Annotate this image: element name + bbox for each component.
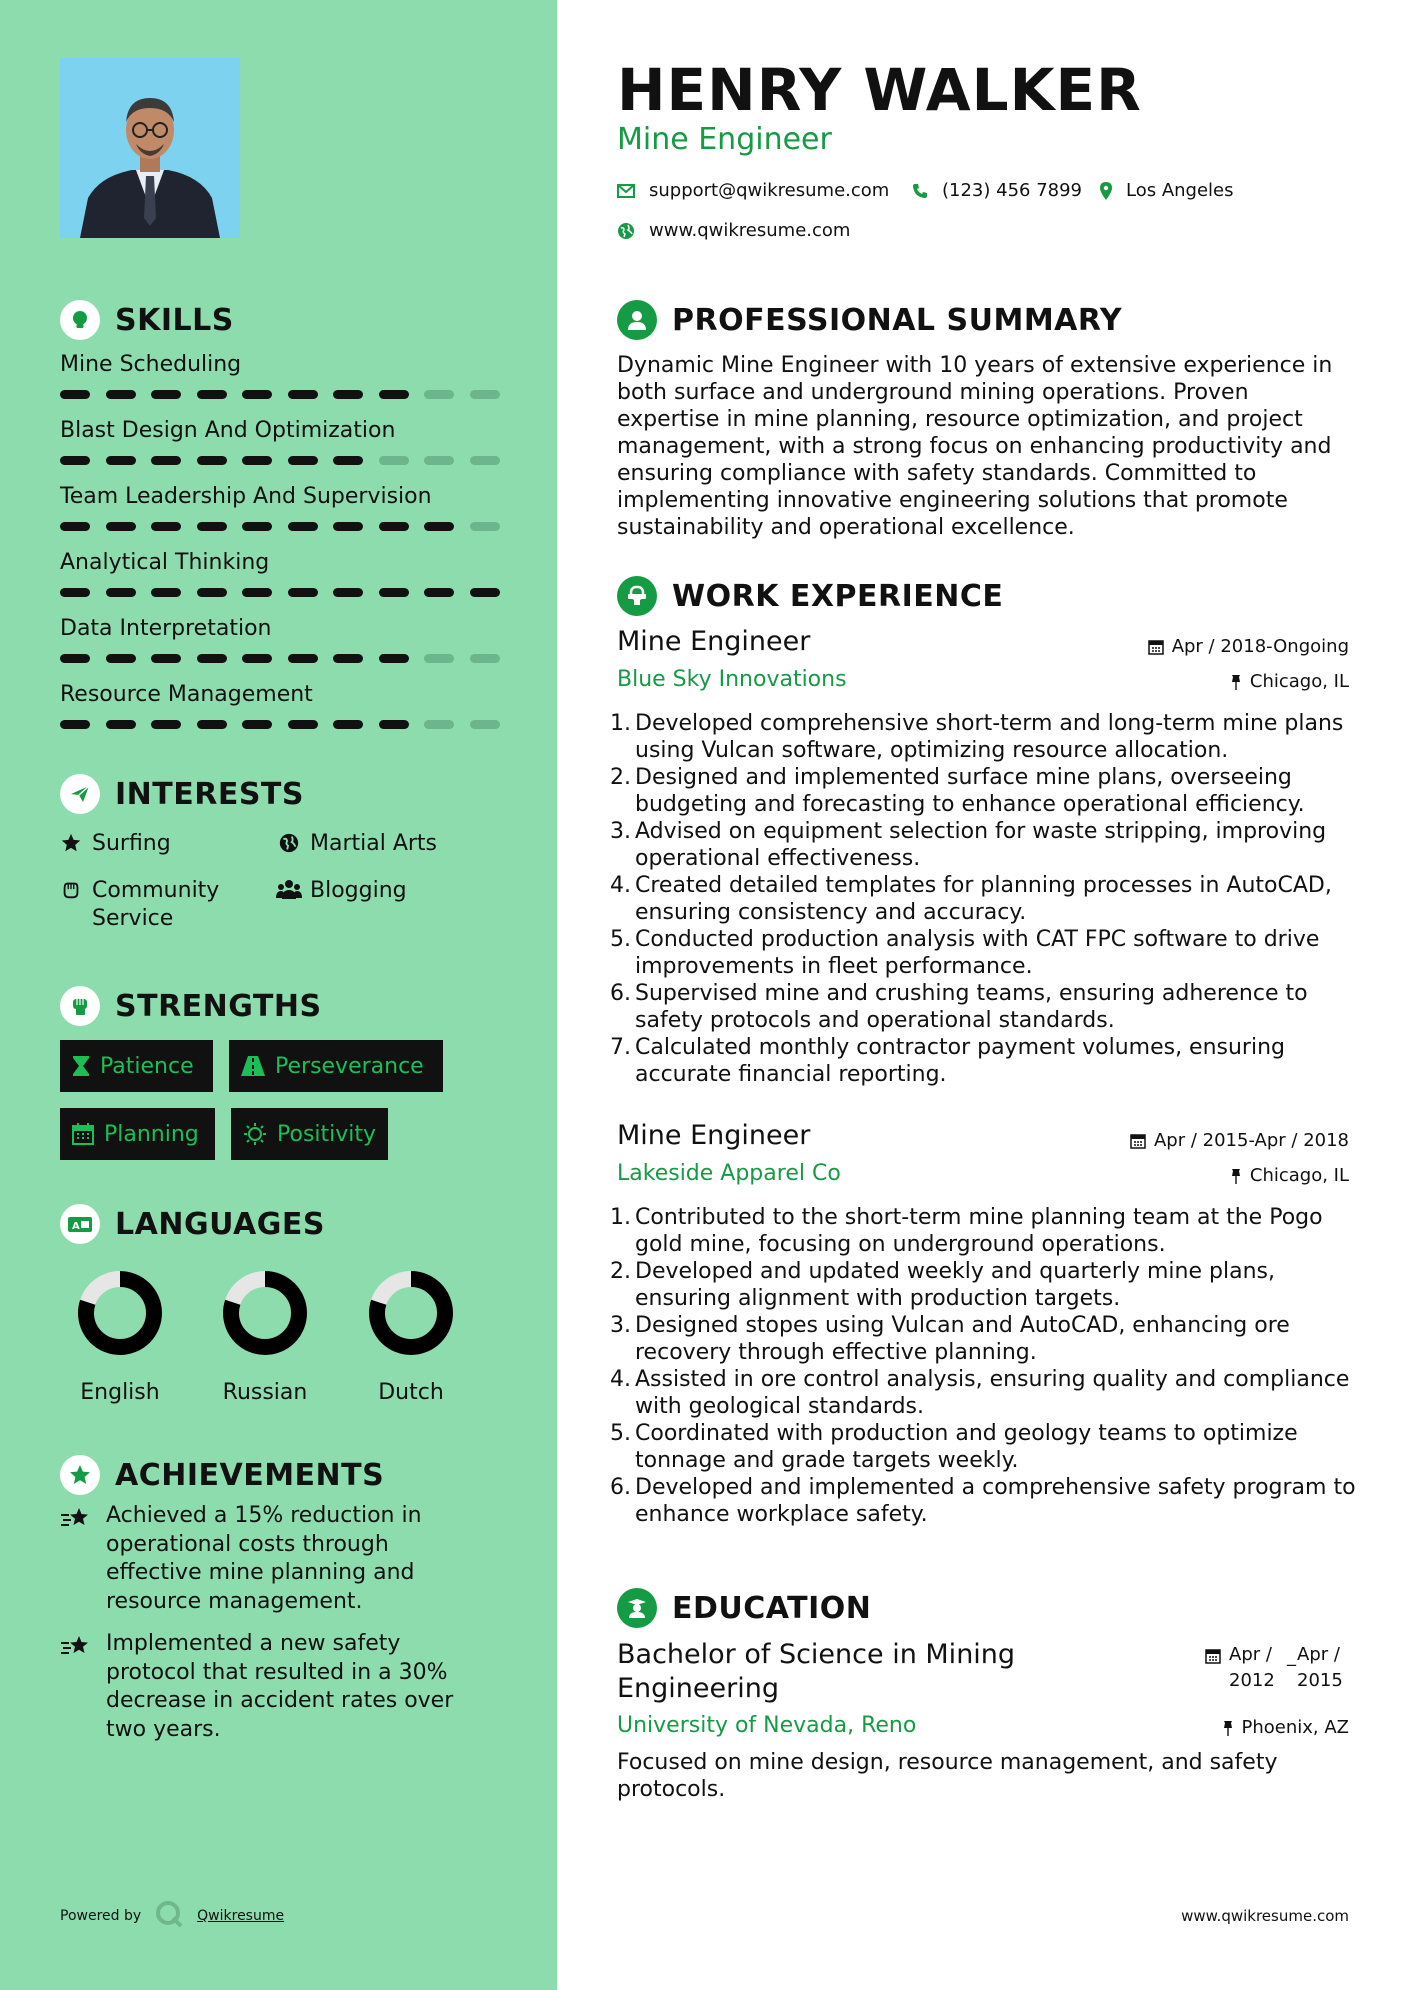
responsibility-text: Designed and implemented surface mine plans, overseeing budgeting and forecasting to enhance operational efficiency. xyxy=(635,765,1305,817)
responsibility-text: Assisted in ore control analysis, ensuring quality and compliance with geological standards. xyxy=(635,1367,1350,1419)
paper-plane-icon xyxy=(60,774,100,814)
candidate-role: Mine Engineer xyxy=(617,122,832,157)
envelope-icon xyxy=(617,184,635,198)
responsibility-item xyxy=(607,1420,1357,1474)
languages-heading xyxy=(60,1204,325,1244)
responsibility-item xyxy=(607,926,1357,980)
contact-website xyxy=(617,220,850,241)
skill-segment-filled xyxy=(60,456,90,465)
language-level-ring xyxy=(75,1268,165,1358)
location-text: Los Angeles xyxy=(1126,180,1234,201)
calendar-icon xyxy=(1130,1133,1146,1149)
globe-icon xyxy=(276,830,302,854)
skill-segment-filled xyxy=(288,522,318,531)
job-dates xyxy=(1130,1130,1349,1151)
skill-segment-filled xyxy=(60,522,90,531)
responsibility-item xyxy=(607,1034,1357,1088)
svg-text:A: A xyxy=(72,1221,80,1232)
responsibility-text: Advised on equipment selection for waste stripping, improving operational effectiveness. xyxy=(635,819,1327,871)
qwikresume-link[interactable]: Qwikresume xyxy=(197,1908,285,1924)
skill-segment-filled xyxy=(106,456,136,465)
responsibility-text: Developed and updated weekly and quarterly mine plans, ensuring alignment with production targets. xyxy=(635,1259,1275,1311)
skills-heading xyxy=(60,300,234,340)
strengths-title: STRENGTHS xyxy=(115,988,322,1024)
job-location xyxy=(1230,1165,1349,1186)
skill-segment-filled xyxy=(151,390,181,399)
job-dates xyxy=(1148,636,1349,657)
footer-url[interactable]: www.qwikresume.com xyxy=(1181,1907,1349,1925)
strengths-heading xyxy=(60,986,322,1026)
website-text[interactable]: www.qwikresume.com xyxy=(649,220,851,241)
skill-segment-filled xyxy=(242,654,272,663)
skill-segment-filled xyxy=(106,720,136,729)
responsibility-text: Coordinated with production and geology teams to optimize tonnage and grade targets weekly. xyxy=(635,1421,1298,1473)
language-item xyxy=(351,1268,471,1405)
responsibility-text: Calculated monthly contractor payment volumes, ensuring accurate financial reporting. xyxy=(635,1035,1285,1087)
responsibility-item xyxy=(607,1474,1357,1528)
road-icon xyxy=(241,1056,265,1076)
interest-label: Blogging xyxy=(310,878,407,903)
skill-segment-filled xyxy=(106,588,136,597)
skill-segment-filled xyxy=(197,588,227,597)
job-title: Mine Engineer xyxy=(617,1120,811,1151)
skill-segment-filled xyxy=(333,522,363,531)
skill-segment-filled xyxy=(288,654,318,663)
interest-item xyxy=(58,877,258,933)
strength-tag xyxy=(229,1040,443,1092)
pushpin-icon xyxy=(1230,1168,1242,1184)
skill-segment-filled xyxy=(424,588,454,597)
skill-name: Blast Design And Optimization xyxy=(60,418,396,443)
interest-label: Surfing xyxy=(92,831,171,856)
skill-segment-filled xyxy=(60,588,90,597)
list-number: 5. xyxy=(610,927,631,952)
list-number: 3. xyxy=(610,819,631,844)
list-number: 4. xyxy=(610,873,631,898)
profile-photo-image xyxy=(60,58,240,238)
skill-segment-filled xyxy=(151,654,181,663)
skill-segment-empty xyxy=(470,654,500,663)
skill-segment-empty xyxy=(424,390,454,399)
language-item xyxy=(60,1268,180,1405)
skill-segment-filled xyxy=(288,720,318,729)
lightbulb-icon xyxy=(60,300,100,340)
education-dates xyxy=(1205,1642,1349,1694)
responsibility-item xyxy=(607,764,1357,818)
strength-label: Perseverance xyxy=(275,1053,424,1079)
achievements-heading xyxy=(60,1455,384,1495)
skill-segment-filled xyxy=(379,720,409,729)
responsibility-text: Developed and implemented a comprehensive safety program to enhance workplace safety. xyxy=(635,1475,1356,1527)
skill-segment-filled xyxy=(151,720,181,729)
skill-segment-filled xyxy=(424,522,454,531)
skill-segment-filled xyxy=(197,390,227,399)
skill-segment-filled xyxy=(288,390,318,399)
interest-label: Martial Arts xyxy=(310,831,438,856)
hourglass-icon xyxy=(72,1055,90,1077)
responsibility-item xyxy=(607,1204,1357,1258)
strength-tag xyxy=(231,1108,388,1160)
interest-item xyxy=(276,830,437,858)
skill-name: Resource Management xyxy=(60,682,313,707)
language-name: English xyxy=(80,1380,160,1405)
interests-heading xyxy=(60,774,304,814)
strength-label: Positivity xyxy=(277,1121,377,1147)
achievement-item xyxy=(60,1630,480,1744)
interest-label: Community Service xyxy=(92,878,220,931)
skill-segment-filled xyxy=(197,522,227,531)
job-dates-text: Apr / 2018-Ongoing xyxy=(1171,636,1349,657)
skill-segment-filled xyxy=(242,390,272,399)
education-location xyxy=(1222,1717,1350,1738)
award-star-icon xyxy=(60,1455,100,1495)
skill-segment-filled xyxy=(151,456,181,465)
language-level-ring xyxy=(366,1268,456,1358)
list-number: 6. xyxy=(610,981,631,1006)
globe-icon xyxy=(617,222,635,240)
education-title: EDUCATION xyxy=(672,1590,872,1626)
achievement-text: Achieved a 15% reduction in operational costs through effective mine planning and resource management. xyxy=(106,1503,422,1614)
skill-segment-filled xyxy=(106,390,136,399)
education-end-date: Apr / 2015 xyxy=(1297,1644,1343,1691)
skill-segment-filled xyxy=(470,588,500,597)
skill-segment-filled xyxy=(197,720,227,729)
job-location-text: Chicago, IL xyxy=(1249,671,1349,692)
hand-icon xyxy=(58,877,84,901)
skill-segment-filled xyxy=(106,522,136,531)
job-location xyxy=(1230,671,1349,692)
education-location-text: Phoenix, AZ xyxy=(1241,1717,1349,1738)
job-responsibilities xyxy=(607,710,1357,1088)
skill-segment-filled xyxy=(333,720,363,729)
responsibility-item xyxy=(607,1366,1357,1420)
skill-segment-empty xyxy=(424,456,454,465)
language-name: Russian xyxy=(222,1380,308,1405)
skill-segment-empty xyxy=(470,390,500,399)
skills-title: SKILLS xyxy=(115,302,234,338)
skill-name: Data Interpretation xyxy=(60,616,272,641)
skill-name: Analytical Thinking xyxy=(60,550,270,575)
skill-segment-filled xyxy=(333,390,363,399)
powered-by xyxy=(60,1900,284,1932)
phone-icon xyxy=(912,183,928,199)
phone-text: (123) 456 7899 xyxy=(942,180,1083,201)
language-icon xyxy=(60,1204,100,1244)
experience-heading xyxy=(617,576,1003,616)
summary-title: PROFESSIONAL SUMMARY xyxy=(672,302,1123,338)
responsibility-text: Created detailed templates for planning processes in AutoCAD, ensuring consistency and accuracy. xyxy=(635,873,1332,925)
calendar-icon xyxy=(1148,639,1164,655)
pushpin-icon xyxy=(1222,1720,1234,1736)
map-pin-icon xyxy=(1100,182,1112,200)
candidate-name: HENRY WALKER xyxy=(617,56,1142,124)
calendar-icon xyxy=(1205,1642,1221,1664)
job-title: Mine Engineer xyxy=(617,626,811,657)
responsibility-item xyxy=(607,710,1357,764)
briefcase-icon xyxy=(617,576,657,616)
responsibility-item xyxy=(607,1258,1357,1312)
responsibility-item xyxy=(607,818,1357,872)
skill-segment-filled xyxy=(333,588,363,597)
strength-label: Planning xyxy=(104,1121,199,1147)
users-icon xyxy=(276,877,302,901)
calendar-icon xyxy=(72,1123,94,1145)
degree-title: Bachelor of Science in Mining Engineering xyxy=(617,1639,1016,1704)
responsibility-text: Developed comprehensive short-term and long-term mine plans using Vulcan software, optimizing resource allocation. xyxy=(635,711,1344,763)
strength-label: Patience xyxy=(100,1053,194,1079)
skill-segment-filled xyxy=(242,522,272,531)
skill-segment-filled xyxy=(151,522,181,531)
list-number: 6. xyxy=(610,1475,631,1500)
summary-heading xyxy=(617,300,1122,340)
skill-segment-filled xyxy=(151,588,181,597)
graduate-icon xyxy=(617,1588,657,1628)
skill-segment-filled xyxy=(288,456,318,465)
job-responsibilities xyxy=(607,1204,1357,1528)
strength-tag xyxy=(60,1108,215,1160)
skill-segment-filled xyxy=(242,720,272,729)
skill-segment-filled xyxy=(333,456,363,465)
email-text[interactable]: support@qwikresume.com xyxy=(649,180,890,201)
skill-segment-filled xyxy=(242,456,272,465)
skill-segment-filled xyxy=(288,588,318,597)
achievement-text: Implemented a new safety protocol that resulted in a 30% decrease in accident rates over two years. xyxy=(106,1631,454,1742)
contact-email xyxy=(617,180,889,201)
sidebar xyxy=(0,0,557,1990)
skill-segment-empty xyxy=(424,654,454,663)
skill-segment-filled xyxy=(379,654,409,663)
qwikresume-logo-icon xyxy=(155,1900,183,1932)
interests-title: INTERESTS xyxy=(115,776,304,812)
list-number: 4. xyxy=(610,1367,631,1392)
skill-segment-empty xyxy=(424,720,454,729)
sun-icon xyxy=(243,1122,267,1146)
contact-location xyxy=(1100,180,1234,201)
job-location-text: Chicago, IL xyxy=(1249,1165,1349,1186)
contact-phone xyxy=(912,180,1082,201)
skill-segment-empty xyxy=(470,522,500,531)
language-level-ring xyxy=(220,1268,310,1358)
job-dates-text: Apr / 2015-Apr / 2018 xyxy=(1153,1130,1349,1151)
skill-segment-filled xyxy=(333,654,363,663)
school-name: University of Nevada, Reno xyxy=(617,1713,917,1738)
list-number: 2. xyxy=(610,765,631,790)
languages-title: LANGUAGES xyxy=(115,1206,325,1242)
education-date-separator: _ xyxy=(1287,1646,1296,1667)
responsibility-item xyxy=(607,980,1357,1034)
education-heading xyxy=(617,1588,871,1628)
profile-photo xyxy=(60,58,240,238)
responsibility-text: Conducted production analysis with CAT FPC software to drive improvements in fleet performance. xyxy=(635,927,1320,979)
responsibility-item xyxy=(607,872,1357,926)
pushpin-icon xyxy=(1230,674,1242,690)
skill-segment-filled xyxy=(60,720,90,729)
powered-by-label: Powered by xyxy=(60,1908,142,1924)
interest-item xyxy=(276,877,407,905)
skill-segment-filled xyxy=(379,588,409,597)
skill-segment-filled xyxy=(60,390,90,399)
interest-item xyxy=(58,830,171,858)
list-number: 3. xyxy=(610,1313,631,1338)
list-number: 7. xyxy=(610,1035,631,1060)
shooting-star-icon xyxy=(60,1502,94,1536)
skill-segment-filled xyxy=(197,456,227,465)
company-name: Lakeside Apparel Co xyxy=(617,1161,841,1186)
education-description: Focused on mine design, resource management, and safety protocols. xyxy=(617,1750,1278,1802)
education-start-date: Apr / 2012 xyxy=(1229,1644,1275,1691)
skill-segment-filled xyxy=(379,390,409,399)
skill-segment-empty xyxy=(470,720,500,729)
responsibility-item xyxy=(607,1312,1357,1366)
skill-segment-filled xyxy=(106,654,136,663)
skill-name: Team Leadership And Supervision xyxy=(60,484,432,509)
skill-segment-filled xyxy=(379,522,409,531)
company-name: Blue Sky Innovations xyxy=(617,667,847,692)
list-number: 5. xyxy=(610,1421,631,1446)
achievements-title: ACHIEVEMENTS xyxy=(115,1457,385,1493)
fist-icon xyxy=(60,986,100,1026)
list-number: 2. xyxy=(610,1259,631,1284)
list-number: 1. xyxy=(610,711,631,736)
skill-segment-empty xyxy=(379,456,409,465)
language-name: Dutch xyxy=(378,1380,444,1405)
skill-segment-filled xyxy=(197,654,227,663)
language-item xyxy=(205,1268,325,1405)
responsibility-text: Supervised mine and crushing teams, ensuring adherence to safety protocols and operational standards. xyxy=(635,981,1308,1033)
achievement-item xyxy=(60,1502,480,1616)
skill-segment-empty xyxy=(470,456,500,465)
summary-text: Dynamic Mine Engineer with 10 years of extensive experience in both surface and underground mining operations. Proven expertise in mine planning, resource optimization, and project management, with a strong focus on enhancing productivity and ensuring compliance with safety standards. Committed to implementing innovative engineering solutions that promote sustainability and operational excellence. xyxy=(617,353,1333,540)
star-icon xyxy=(58,830,84,854)
skill-name: Mine Scheduling xyxy=(60,352,242,377)
strength-tag xyxy=(60,1040,213,1092)
responsibility-text: Contributed to the short-term mine planning team at the Pogo gold mine, focusing on underground operations. xyxy=(635,1205,1323,1257)
skill-segment-filled xyxy=(60,654,90,663)
responsibility-text: Designed stopes using Vulcan and AutoCAD, enhancing ore recovery through effective planning. xyxy=(635,1313,1290,1365)
shooting-star-icon xyxy=(60,1630,94,1664)
experience-title: WORK EXPERIENCE xyxy=(672,578,1004,614)
list-number: 1. xyxy=(610,1205,631,1230)
user-icon xyxy=(617,300,657,340)
skill-segment-filled xyxy=(242,588,272,597)
